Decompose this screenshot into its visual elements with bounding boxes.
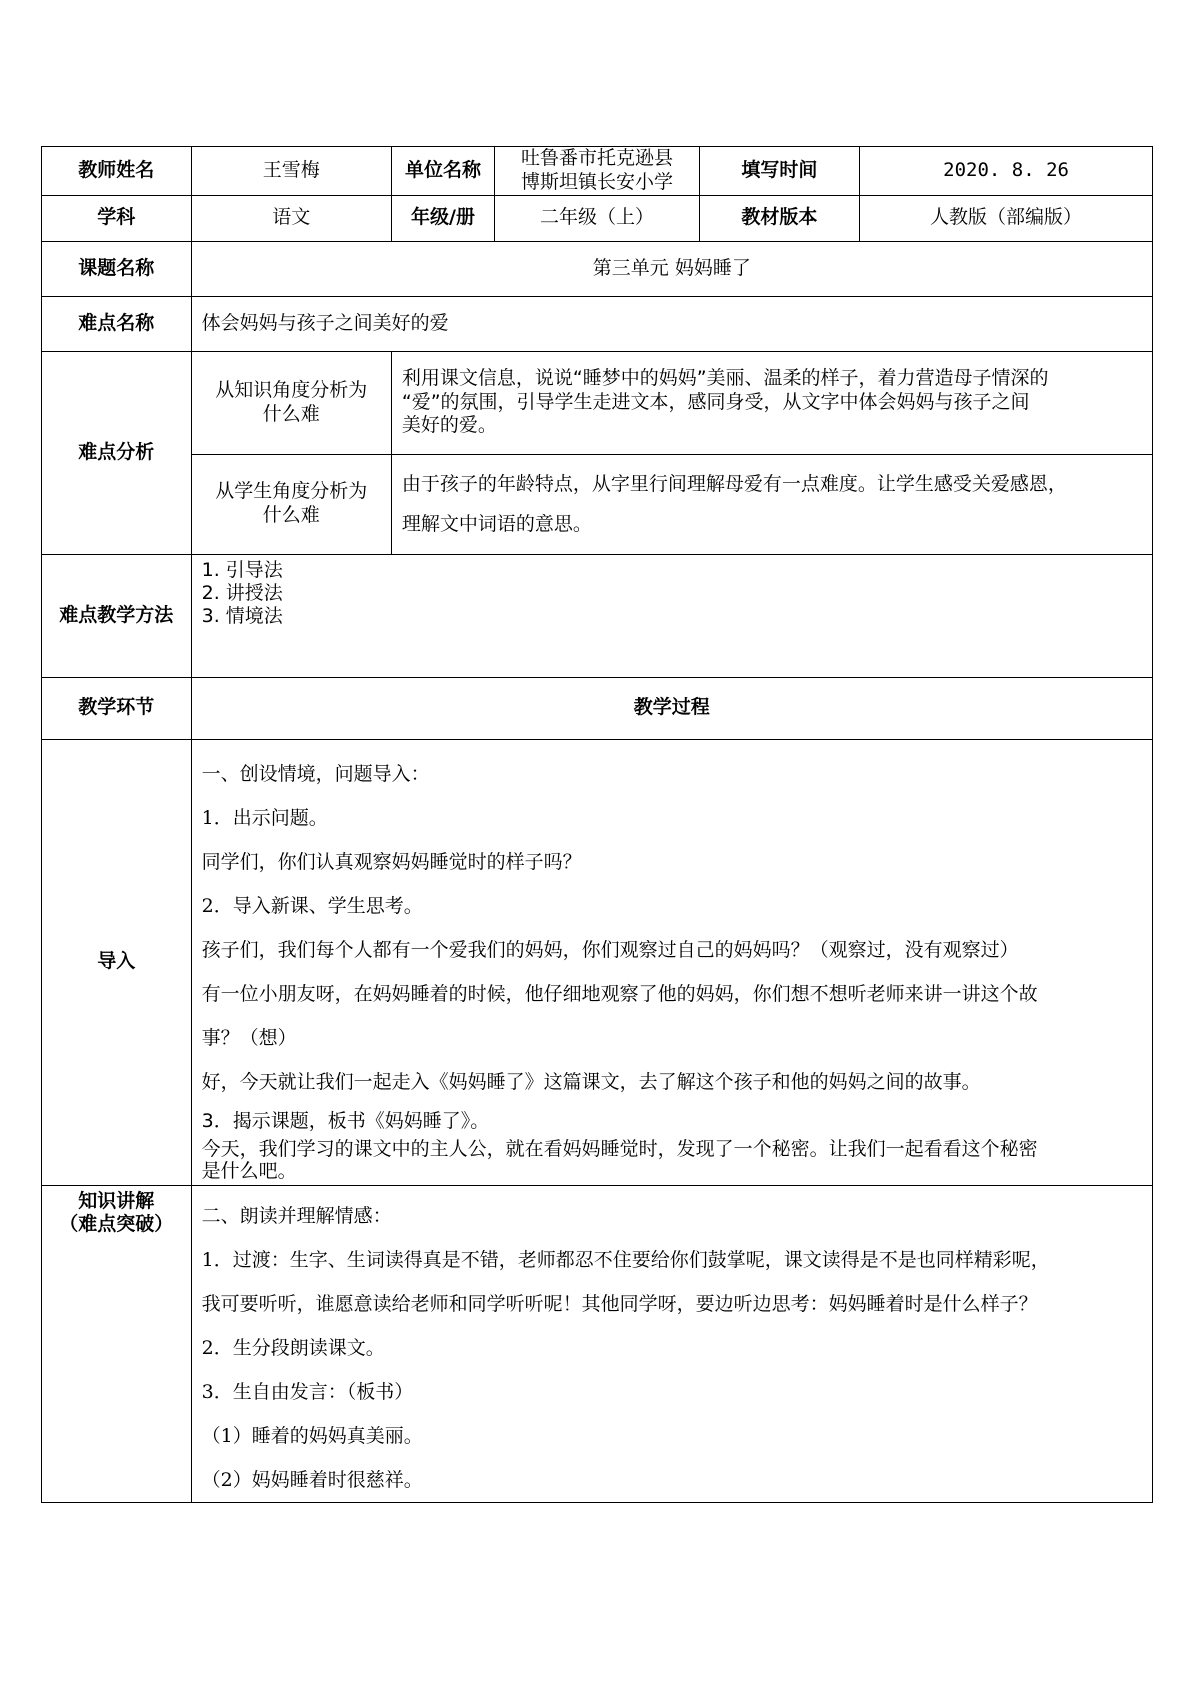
unit-value-line1: 吐鲁番市托克逊县: [520, 147, 673, 169]
knowledge-angle-text: [391, 351, 1152, 454]
method-item: 3. 情境法: [201, 604, 283, 627]
knowledge-line: 我可要听听，谁愿意读给老师和同学听听呢！其他同学呀，要边听边思考：妈妈睡着时是什么样子？: [201, 1292, 1038, 1315]
methods-label: 难点教学方法: [42, 554, 192, 677]
knowledge-angle-label-line2: 什么难: [262, 402, 320, 425]
intro-line: 一、创设情境，问题导入：: [201, 762, 430, 785]
intro-label: 导入: [42, 739, 192, 1185]
unit-value-line2: 博斯坦镇长安小学: [520, 170, 673, 193]
grade-label: 年级/册: [391, 195, 494, 241]
teacher-value: 王雪梅: [191, 147, 391, 196]
intro-line: 好，今天就让我们一起走入《妈妈睡了》这篇课文，去了解这个孩子和他的妈妈之间的故事。: [201, 1070, 981, 1093]
knowledge-row: [42, 1185, 1153, 1502]
grade-value: 二年级（上）: [495, 195, 700, 241]
intro-content: [191, 739, 1152, 1185]
knowledge-angle-line3: 美好的爱。: [401, 414, 497, 437]
process-header: 教学过程: [191, 677, 1152, 739]
edition-value: 人教版（部编版）: [860, 195, 1153, 241]
method-item: 1. 引导法: [201, 558, 283, 581]
student-angle-line1: 由于孩子的年龄特点，从字里行间理解母爱有一点难度。让学生感受关爱感恩，: [401, 473, 1067, 495]
student-angle-line2: 理解文中词语的意思。: [401, 513, 592, 535]
knowledge-angle-line2: “爱”的氛围，引导学生走进文本，感同身受，从文字中体会妈妈与孩子之间: [401, 390, 1030, 413]
subject-value: 语文: [191, 195, 391, 241]
intro-line: 2．导入新课、学生思考。: [201, 894, 423, 917]
difficulty-label: 难点名称: [42, 296, 192, 351]
difficulty-row: [42, 296, 1153, 351]
intro-line: 1．出示问题。: [201, 806, 328, 829]
teacher-label: 教师姓名: [42, 147, 192, 196]
knowledge-line: 二、朗读并理解情感：: [201, 1204, 392, 1227]
knowledge-line: 1．过渡：生字、生词读得真是不错，老师都忍不住要给你们鼓掌呢，课文读得是不是也同样精彩呢，: [201, 1248, 1050, 1271]
knowledge-label: [42, 1185, 192, 1502]
subject-label: 学科: [42, 195, 192, 241]
edition-label: 教材版本: [699, 195, 859, 241]
header-row-1: [42, 147, 1153, 196]
student-angle-label: [191, 454, 391, 554]
knowledge-label-line2: （难点突破）: [59, 1213, 174, 1236]
intro-line: 有一位小朋友呀，在妈妈睡着的时候，他仔细地观察了他的妈妈，你们想不想听老师来讲一讲这个故: [201, 982, 1038, 1005]
knowledge-line: （2）妈妈睡着时很慈祥。: [201, 1468, 423, 1491]
unit-value: [495, 147, 700, 196]
methods-row: [42, 554, 1153, 677]
topic-row: [42, 241, 1153, 296]
knowledge-content: [191, 1185, 1152, 1502]
date-value: 2020. 8. 26: [860, 147, 1153, 196]
student-angle-text: [391, 454, 1152, 554]
analysis-row-knowledge: [42, 351, 1153, 454]
process-header-row: [42, 677, 1153, 739]
knowledge-angle-label: [191, 351, 391, 454]
date-label: 填写时间: [699, 147, 859, 196]
intro-line: 事？（想）: [201, 1026, 297, 1049]
topic-label: 课题名称: [42, 241, 192, 296]
difficulty-value: 体会妈妈与孩子之间美好的爱: [191, 296, 1152, 351]
knowledge-line: 2．生分段朗读课文。: [201, 1336, 385, 1359]
stage-header: 教学环节: [42, 677, 192, 739]
intro-line: 3．揭示课题，板书《妈妈睡了》。: [201, 1109, 490, 1132]
intro-line: 今天，我们学习的课文中的主人公，就在看妈妈睡觉时，发现了一个秘密。让我们一起看看这个秘密: [201, 1137, 1038, 1160]
intro-line: 是什么吧。: [201, 1159, 297, 1182]
methods-list: [191, 554, 1152, 677]
student-angle-label-line1: 从学生角度分析为: [215, 480, 368, 503]
knowledge-line: （1）睡着的妈妈真美丽。: [201, 1424, 423, 1447]
topic-value: 第三单元 妈妈睡了: [191, 241, 1152, 296]
header-row-2: [42, 195, 1153, 241]
analysis-row-student: [42, 454, 1153, 554]
knowledge-line: 3．生自由发言：（板书）: [201, 1380, 414, 1403]
knowledge-label-line1: 知识讲解: [78, 1189, 155, 1212]
knowledge-angle-line1: 利用课文信息，说说“睡梦中的妈妈”美丽、温柔的样子，着力营造母子情深的: [401, 366, 1049, 389]
knowledge-angle-label-line1: 从知识角度分析为: [215, 378, 368, 401]
lesson-plan-table: [41, 146, 1153, 1503]
unit-label: 单位名称: [391, 147, 494, 196]
intro-line: 孩子们，我们每个人都有一个爱我们的妈妈，你们观察过自己的妈妈吗？（观察过，没有观察过）: [201, 938, 1019, 961]
method-item: 2. 讲授法: [201, 581, 283, 604]
intro-line: 同学们，你们认真观察妈妈睡觉时的样子吗？: [201, 850, 582, 873]
analysis-label: 难点分析: [42, 351, 192, 554]
intro-row: [42, 739, 1153, 1185]
student-angle-label-line2: 什么难: [262, 504, 320, 526]
